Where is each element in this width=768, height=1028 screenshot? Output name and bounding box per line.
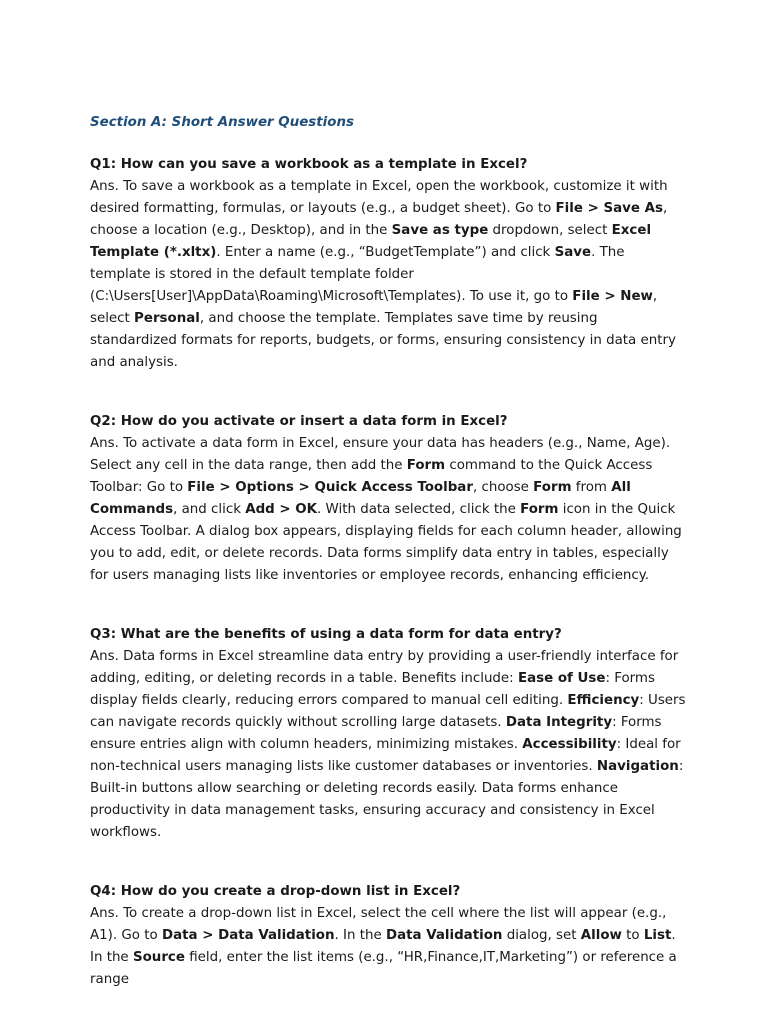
answer-run: : Users can navigate records quickly without scrolling large datasets. <box>90 693 686 730</box>
bold-term: Data Integrity <box>505 715 613 730</box>
answer-run: . In the <box>334 928 386 943</box>
answer-run: : Built-in buttons allow searching or deleting records easily. Data forms enhance productivity in data management tasks, ensuring accuracy and consistency in Excel workflows. <box>90 759 684 840</box>
answer-run: dialog, set <box>502 928 581 943</box>
answer-run: from <box>571 480 612 495</box>
answer-run: . Enter a name (e.g., “BudgetTemplate”) and click <box>216 245 555 260</box>
answer-run: icon in the Quick Access Toolbar. A dialog box appears, displaying fields for each column header, allowing you to add, edit, or delete records. Data forms simplify data entry in tables, especially for users managing lists like inventories or employee records, enhancing efficiency. <box>90 502 682 583</box>
bold-term: Accessibility <box>522 737 617 752</box>
bold-term: Save as type <box>391 223 489 238</box>
answer-run: . With data selected, click the <box>317 502 521 517</box>
bold-term: File > Save As <box>555 201 663 216</box>
question-heading: Q3: What are the benefits of using a data form for data entry? <box>90 627 562 642</box>
answer-run: Ans. Data forms in Excel streamline data entry by providing a user-friendly interface for adding, editing, or deleting records in a table. Benefits include: <box>90 649 679 686</box>
bold-term: Data Validation <box>385 928 503 943</box>
question-block-2 <box>90 411 686 587</box>
bold-term: Ease of Use <box>517 671 606 686</box>
bold-term: Add > OK <box>245 502 318 517</box>
answer-run: : Forms display fields clearly, reducing errors compared to manual cell editing. <box>90 671 655 708</box>
bold-term: Source <box>132 950 185 965</box>
answer-run: . In the <box>90 928 676 965</box>
answer-run: , and click <box>173 502 246 517</box>
document-page <box>90 112 686 1028</box>
question-heading: Q2: How do you activate or insert a data form in Excel? <box>90 414 508 429</box>
answer-text <box>90 433 686 587</box>
answer-text <box>90 646 686 844</box>
answer-run: Ans. To activate a data form in Excel, ensure your data has headers (e.g., Name, Age). Select any cell in the data range, then add the <box>90 436 671 473</box>
question-heading: Q4: How do you create a drop-down list in Excel? <box>90 884 461 899</box>
bold-term: Data > Data Validation <box>161 928 335 943</box>
bold-term: Save <box>554 245 592 260</box>
bold-term: Allow <box>580 928 622 943</box>
bold-term: Personal <box>134 311 200 326</box>
answer-run: : Ideal for non-technical users managing lists like customer databases or inventories. <box>90 737 681 774</box>
bold-term: File > New <box>572 289 653 304</box>
answer-run: , select <box>90 289 658 326</box>
bold-term: All Commands <box>90 480 631 517</box>
answer-run: command to the Quick Access Toolbar: Go to <box>90 458 653 495</box>
question-block-4 <box>90 881 686 991</box>
bold-term: File > Options > Quick Access Toolbar <box>187 480 473 495</box>
answer-run: Ans. To save a workbook as a template in Excel, open the workbook, customize it with desired formatting, formulas, or layouts (e.g., a budget sheet). Go to <box>90 179 668 216</box>
bold-term: Navigation <box>596 759 679 774</box>
answer-run: dropdown, select <box>488 223 612 238</box>
answer-run: Ans. To create a drop-down list in Excel, select the cell where the list will appear (e.g., A1). Go to <box>90 906 667 943</box>
question-heading: Q1: How can you save a workbook as a template in Excel? <box>90 157 528 172</box>
bold-term: Form <box>520 502 559 517</box>
bold-term: List <box>643 928 672 943</box>
bold-term: Efficiency <box>567 693 640 708</box>
answer-text <box>90 903 686 991</box>
answer-run: , and choose the template. Templates save time by reusing standardized formats for reports, budgets, or forms, ensuring consistency in data entry and analysis. <box>90 311 676 370</box>
question-block-3 <box>90 624 686 844</box>
section-title: Section A: Short Answer Questions <box>90 115 354 130</box>
bold-term: Form <box>406 458 446 473</box>
bold-term: Form <box>533 480 572 495</box>
answer-run: field, enter the list items (e.g., “HR,Finance,IT,Marketing”) or reference a range <box>90 950 677 987</box>
answer-run: : Forms ensure entries align with column headers, minimizing mistakes. <box>90 715 662 752</box>
answer-run: , choose a location (e.g., Desktop), and in the <box>90 201 668 238</box>
bold-term: Excel Template (*.xltx) <box>90 223 652 260</box>
answer-run: . The template is stored in the default template folder (C:\Users[User]\AppData\Roaming\Microsoft\Templates). To use it, go to <box>90 245 625 304</box>
answer-text <box>90 176 686 374</box>
answer-run: , choose <box>472 480 534 495</box>
answer-run: to <box>621 928 644 943</box>
question-block-1 <box>90 154 686 374</box>
